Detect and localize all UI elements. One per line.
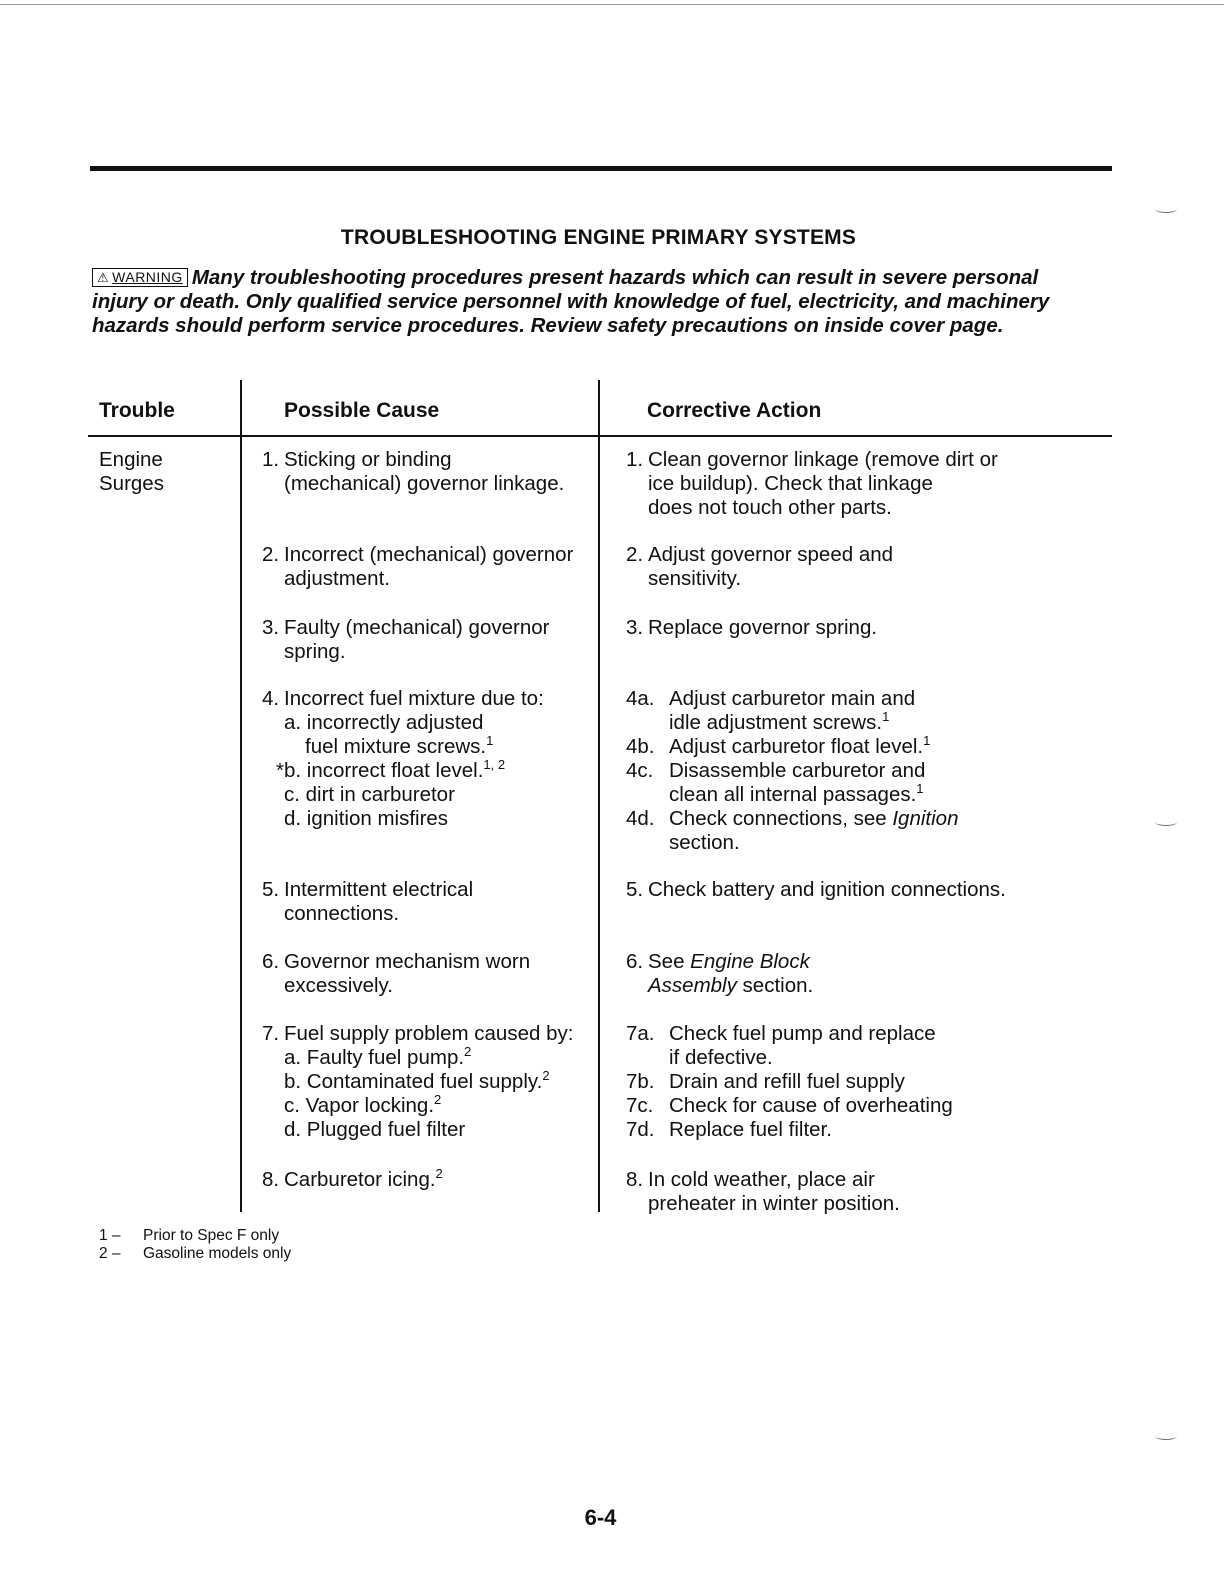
action-1: 1. Clean governor linkage (remove dirt or ice buildup). Check that linkage does not touch other parts. (626, 448, 998, 519)
warning-line (92, 266, 1117, 290)
cause-7: 7. Fuel supply problem caused by: a. Faulty fuel pump.$^2$ b. Contaminated fuel supply.$^2$ c. Vapor locking.$^2$ d. Plugged fuel filter (262, 1022, 574, 1141)
scan-mark (1155, 818, 1177, 826)
action-5: 5. Check battery and ignition connections. (626, 878, 1006, 901)
footnote-1: 1 – Prior to Spec F only (99, 1227, 280, 1244)
warning-notice (92, 266, 1117, 338)
column-divider-2 (598, 380, 600, 1212)
header-possible-cause: Possible Cause (284, 399, 440, 422)
scan-mark (1155, 1432, 1177, 1440)
scan-edge-line (0, 4, 1224, 5)
cause-4: 4. Incorrect fuel mixture due to: a. incorrectly adjusted fuel mixture screws.$^1$ *b. incorrect float level.$^{1, 2}$ c. dirt in carburetor d. ignition misfires (262, 687, 544, 830)
cause-3: 3. Faulty (mechanical) governor spring. (262, 616, 550, 663)
column-divider-1 (240, 380, 242, 1212)
cause-5: 5. Intermittent electrical connections. (262, 878, 474, 925)
warning-text-3: hazards should perform service procedures. Review safety precautions on inside cover page. (92, 314, 1004, 337)
cause-6: 6. Governor mechanism worn excessively. (262, 950, 531, 997)
warning-badge (92, 268, 188, 287)
action-8: 8. In cold weather, place air preheater in winter position. (626, 1168, 900, 1215)
action-2: 2. Adjust governor speed and sensitivity. (626, 543, 894, 590)
action-3: 3. Replace governor spring. (626, 616, 878, 639)
cause-2: 2. Incorrect (mechanical) governor adjustment. (262, 543, 574, 590)
header-underline (88, 435, 1112, 437)
header-trouble: Trouble (99, 399, 175, 422)
warning-triangle-icon: ⚠ (97, 270, 110, 285)
cause-8: 8. Carburetor icing.$^2$ (262, 1166, 443, 1191)
header-rule (90, 166, 1112, 171)
trouble-cell (99, 448, 164, 496)
action-4: 4a. Adjust carburetor main and idle adjustment screws.$^1$ 4b. Adjust carburetor float level.$^1$ 4c. Disassemble carburetor and clean all internal passages.$^1$ 4d. Check connections, see Ignition section. (626, 687, 959, 854)
trouble-line: Engine (99, 448, 163, 471)
action-6: 6. See Engine Block Assembly section. (626, 950, 814, 997)
trouble-line: Surges (99, 472, 164, 495)
page-number: 6-4 (584, 1505, 617, 1530)
scan-mark (1155, 205, 1177, 213)
page-title: TROUBLESHOOTING ENGINE PRIMARY SYSTEMS (340, 226, 857, 249)
action-7: 7a. Check fuel pump and replace if defective. 7b. Drain and refill fuel supply 7c. Check for cause of overheating 7d. Replace fuel filter. (626, 1022, 953, 1141)
header-corrective-action: Corrective Action (647, 399, 822, 422)
cause-1: 1. Sticking or binding (mechanical) governor linkage. (262, 448, 565, 495)
footnote-2: 2 – Gasoline models only (99, 1245, 292, 1262)
warning-text-2: injury or death. Only qualified service personnel with knowledge of fuel, electricity, and machinery (92, 290, 1050, 313)
warning-text-1: Many troubleshooting procedures present hazards which can result in severe personal (191, 266, 1039, 289)
warning-badge-label: WARNING (112, 269, 183, 285)
